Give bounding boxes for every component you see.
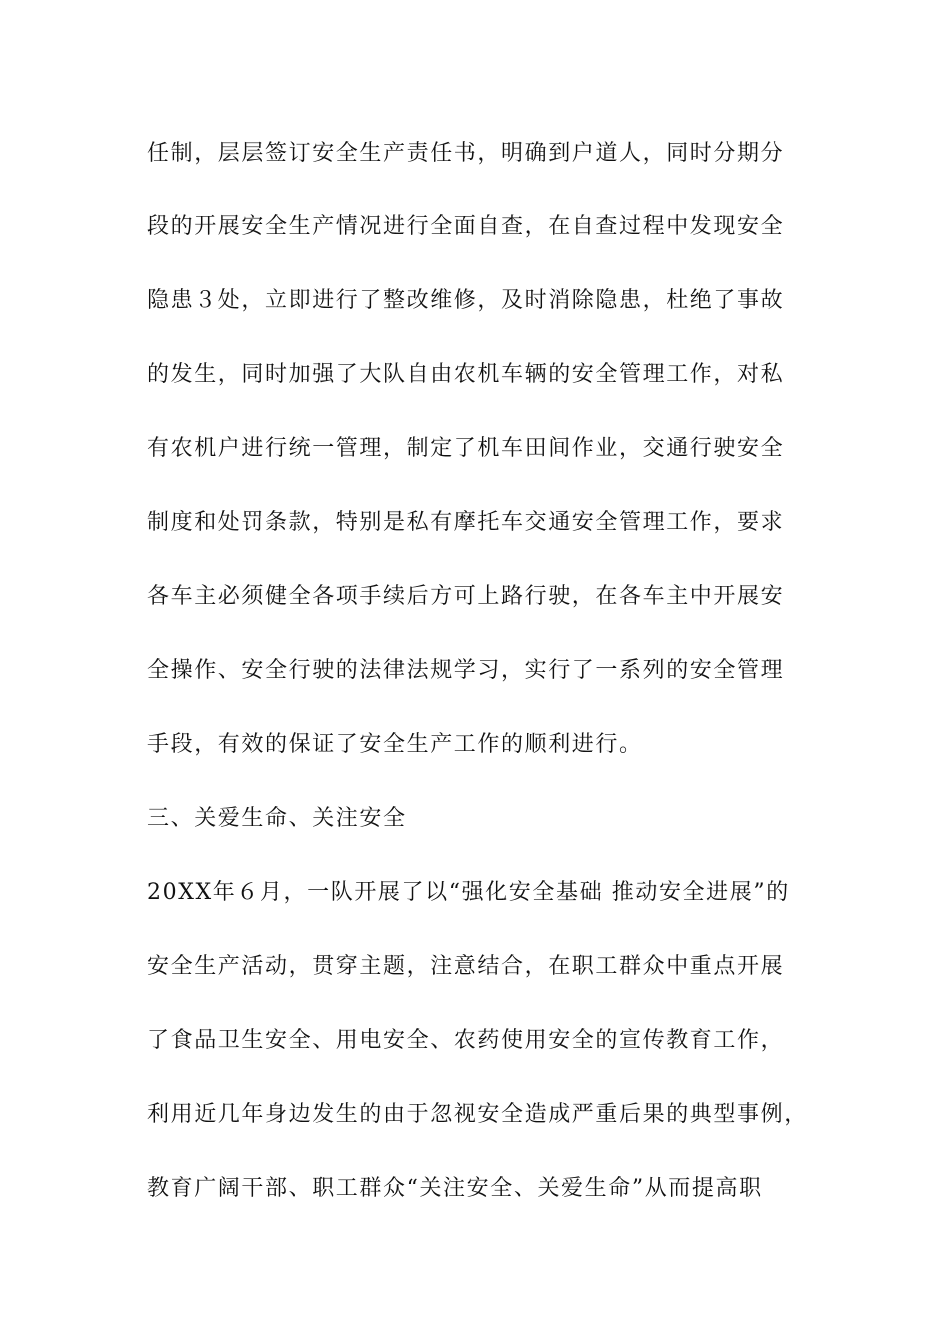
text-line: 的发生，同时加强了大队自由农机车辆的安全管理工作，对私 — [147, 362, 785, 387]
text-line: 了食品卫生安全、用电安全、农药使用安全的宣传教育工作， — [147, 1028, 785, 1053]
text-line: 任制，层层签订安全生产责任书，明确到户道人，同时分期分 — [147, 141, 785, 166]
text-line: 有农机户进行统一管理，制定了机车田间作业，交通行驶安全 — [147, 436, 785, 461]
text-line: 20XX年６月，一队开展了以“强化安全基础 推动安全进展”的 — [147, 880, 790, 905]
section-heading: 三、关爱生命、关注安全 — [147, 806, 407, 831]
text-line: 段的开展安全生产情况进行全面自查，在自查过程中发现安全 — [147, 214, 785, 239]
text-line: 隐患３处，立即进行了整改维修，及时消除隐患，杜绝了事故 — [147, 288, 785, 313]
text-line: 各车主必须健全各项手续后方可上路行驶，在各车主中开展安 — [147, 584, 785, 609]
text-line: 利用近几年身边发生的由于忽视安全造成严重后果的典型事例， — [147, 1102, 808, 1127]
text-line: 全操作、安全行驶的法律法规学习，实行了一系列的安全管理 — [147, 658, 785, 683]
text-line: 安全生产活动，贯穿主题，注意结合，在职工群众中重点开展 — [147, 954, 785, 979]
text-line: 手段，有效的保证了安全生产工作的顺利进行。 — [147, 732, 643, 757]
text-line: 制度和处罚条款，特别是私有摩托车交通安全管理工作，要求 — [147, 510, 785, 535]
text-line: 教育广阔干部、职工群众“关注安全、关爱生命”从而提高职 — [147, 1176, 763, 1201]
